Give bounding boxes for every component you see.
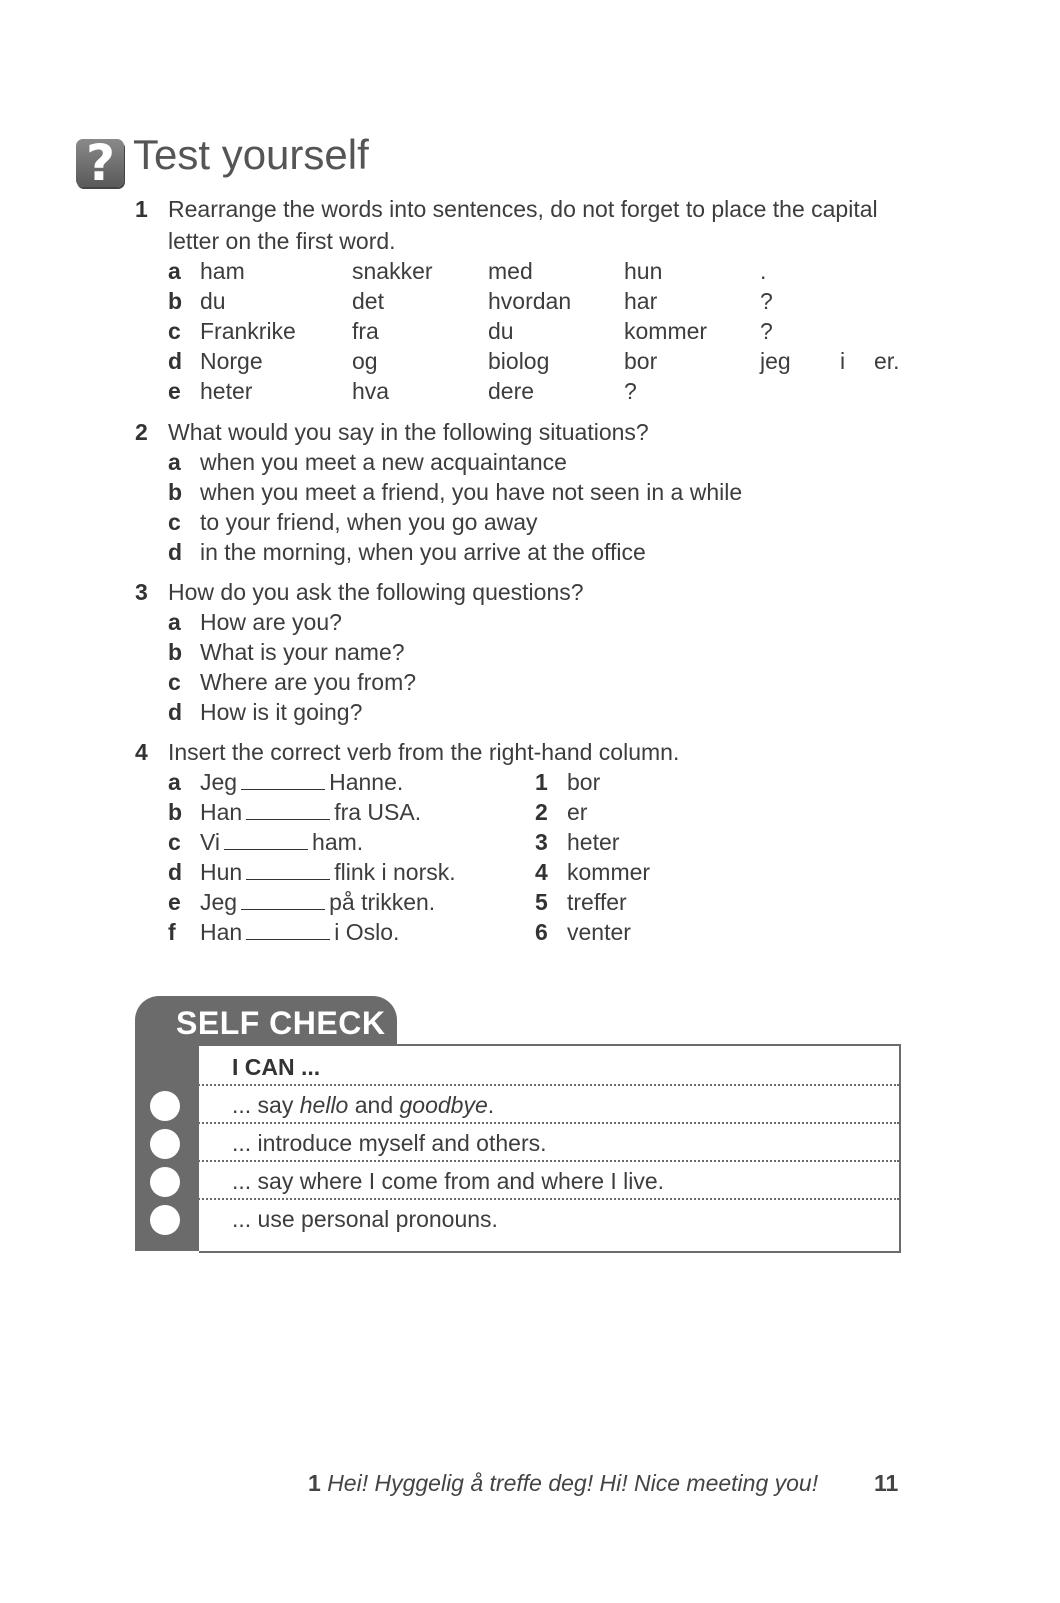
fill-in-sentence bbox=[200, 827, 363, 857]
exercise-instruction: Rearrange the words into sentences, do not forget to place the capital bbox=[168, 196, 878, 222]
fill-in-sentence bbox=[200, 767, 403, 797]
self-check-statement bbox=[232, 1128, 547, 1158]
verb-option: treffer bbox=[567, 889, 627, 915]
word-tile: biolog bbox=[488, 348, 550, 374]
sentence-end: Hanne. bbox=[329, 769, 404, 795]
answer-blank[interactable] bbox=[241, 891, 325, 910]
sentence-start: Vi bbox=[200, 829, 221, 855]
word-tile: i bbox=[840, 348, 846, 374]
item-letter: a bbox=[168, 769, 181, 795]
item-letter: d bbox=[168, 859, 183, 885]
word-tile: kommer bbox=[624, 318, 708, 344]
verb-number: 4 bbox=[535, 859, 548, 885]
question-mark-icon: ? bbox=[76, 139, 124, 187]
word-tile: fra bbox=[352, 318, 379, 344]
answer-blank[interactable] bbox=[246, 861, 330, 880]
self-check-title: SELF CHECK bbox=[176, 1005, 386, 1041]
word-tile: hva bbox=[352, 378, 390, 404]
self-check-statement bbox=[232, 1166, 664, 1196]
sentence-start: Hun bbox=[200, 859, 243, 885]
word-tile: . bbox=[760, 258, 767, 284]
fill-in-sentence bbox=[200, 917, 399, 947]
statement-text: ... say bbox=[232, 1092, 300, 1118]
list-item: What is your name? bbox=[200, 639, 405, 665]
word-tile: heter bbox=[200, 378, 253, 404]
item-letter: b bbox=[168, 479, 183, 505]
verb-option: venter bbox=[567, 919, 631, 945]
item-letter: c bbox=[168, 318, 181, 344]
chapter-number: 1 bbox=[308, 1470, 321, 1496]
self-check-heading: I CAN ... bbox=[232, 1054, 321, 1080]
word-tile: og bbox=[352, 348, 378, 374]
list-item: in the morning, when you arrive at the office bbox=[200, 539, 646, 565]
verb-number: 5 bbox=[535, 889, 548, 915]
sentence-end: i Oslo. bbox=[334, 919, 400, 945]
list-item: when you meet a friend, you have not seen in a while bbox=[200, 479, 743, 505]
exercise-instruction: How do you ask the following questions? bbox=[168, 579, 584, 605]
verb-number: 2 bbox=[535, 799, 548, 825]
word-tile: bor bbox=[624, 348, 658, 374]
word-tile: har bbox=[624, 288, 658, 314]
dotted-divider bbox=[135, 1084, 899, 1086]
word-tile: ? bbox=[760, 288, 773, 314]
self-check-statement bbox=[232, 1204, 498, 1234]
item-letter: e bbox=[168, 378, 181, 404]
sentence-end: på trikken. bbox=[329, 889, 436, 915]
word-tile: hvordan bbox=[488, 288, 572, 314]
word-tile: du bbox=[488, 318, 514, 344]
verb-number: 6 bbox=[535, 919, 548, 945]
statement-text: and bbox=[348, 1092, 400, 1118]
item-letter: e bbox=[168, 889, 181, 915]
list-item: when you meet a new acquaintance bbox=[200, 449, 567, 475]
word-tile: du bbox=[200, 288, 226, 314]
item-letter: b bbox=[168, 639, 183, 665]
verb-option: heter bbox=[567, 829, 620, 855]
word-tile: hun bbox=[624, 258, 663, 284]
exercise-number: 3 bbox=[135, 579, 148, 605]
sentence-start: Jeg bbox=[200, 769, 238, 795]
item-letter: a bbox=[168, 609, 181, 635]
verb-number: 3 bbox=[535, 829, 548, 855]
fill-in-sentence bbox=[200, 857, 456, 887]
fill-in-sentence bbox=[200, 797, 421, 827]
dotted-divider bbox=[135, 1160, 899, 1162]
list-item: Where are you from? bbox=[200, 669, 417, 695]
word-tile: Norge bbox=[200, 348, 263, 374]
list-item: to your friend, when you go away bbox=[200, 509, 538, 535]
item-letter: b bbox=[168, 288, 183, 314]
list-item: How are you? bbox=[200, 609, 342, 635]
word-tile: ? bbox=[760, 318, 773, 344]
word-tile: er. bbox=[874, 348, 900, 374]
checkbox-circle[interactable] bbox=[150, 1205, 180, 1235]
statement-text: . bbox=[487, 1092, 495, 1118]
exercise-number: 4 bbox=[135, 739, 148, 765]
sentence-start: Han bbox=[200, 799, 243, 825]
fill-in-sentence bbox=[200, 887, 435, 917]
statement-emphasis: hello bbox=[299, 1092, 349, 1118]
word-tile: jeg bbox=[760, 348, 791, 374]
item-letter: c bbox=[168, 669, 181, 695]
statement-text: ... say where I come from and where I live. bbox=[232, 1168, 665, 1194]
item-letter: d bbox=[168, 539, 183, 565]
running-footer bbox=[308, 1470, 818, 1497]
sentence-end: flink i norsk. bbox=[334, 859, 456, 885]
word-tile: med bbox=[488, 258, 533, 284]
section-title: Test yourself bbox=[133, 131, 369, 178]
exercise-number: 1 bbox=[135, 196, 148, 222]
item-letter: a bbox=[168, 449, 181, 475]
self-check-statement bbox=[232, 1090, 494, 1120]
word-tile: det bbox=[352, 288, 384, 314]
item-letter: b bbox=[168, 799, 183, 825]
word-tile: dere bbox=[488, 378, 535, 404]
checkbox-circle[interactable] bbox=[150, 1129, 180, 1159]
item-letter: a bbox=[168, 258, 181, 284]
verb-option: kommer bbox=[567, 859, 651, 885]
exercise-instruction: letter on the first word. bbox=[168, 228, 396, 254]
word-tile: Frankrike bbox=[200, 318, 296, 344]
sentence-end: fra USA. bbox=[334, 799, 422, 825]
sentence-start: Jeg bbox=[200, 889, 238, 915]
answer-blank[interactable] bbox=[224, 831, 308, 850]
chapter-title: Hei! Hyggelig å treffe deg! Hi! Nice meeting you! bbox=[327, 1470, 819, 1496]
item-letter: c bbox=[168, 509, 181, 535]
word-tile: ham bbox=[200, 258, 245, 284]
verb-option: bor bbox=[567, 769, 601, 795]
dotted-divider bbox=[135, 1122, 899, 1124]
item-letter: f bbox=[168, 919, 176, 945]
word-tile: snakker bbox=[352, 258, 433, 284]
sentence-start: Han bbox=[200, 919, 243, 945]
dotted-divider bbox=[135, 1198, 899, 1200]
item-letter: d bbox=[168, 348, 183, 374]
sentence-end: ham. bbox=[312, 829, 364, 855]
statement-text: ... use personal pronouns. bbox=[232, 1206, 498, 1232]
page-number: 11 bbox=[874, 1470, 899, 1496]
statement-text: ... introduce myself and others. bbox=[232, 1130, 547, 1156]
item-letter: d bbox=[168, 699, 183, 725]
verb-number: 1 bbox=[535, 769, 548, 795]
exercise-number: 2 bbox=[135, 419, 148, 445]
answer-blank[interactable] bbox=[246, 921, 330, 940]
verb-option: er bbox=[567, 799, 588, 825]
exercise-instruction: Insert the correct verb from the right-hand column. bbox=[168, 739, 680, 765]
list-item: How is it going? bbox=[200, 699, 363, 725]
answer-blank[interactable] bbox=[246, 801, 330, 820]
item-letter: c bbox=[168, 829, 181, 855]
exercise-instruction: What would you say in the following situations? bbox=[168, 419, 649, 445]
checkbox-circle[interactable] bbox=[150, 1167, 180, 1197]
word-tile: ? bbox=[624, 378, 637, 404]
statement-emphasis: goodbye bbox=[399, 1092, 488, 1118]
checkbox-circle[interactable] bbox=[150, 1091, 180, 1121]
answer-blank[interactable] bbox=[241, 771, 325, 790]
